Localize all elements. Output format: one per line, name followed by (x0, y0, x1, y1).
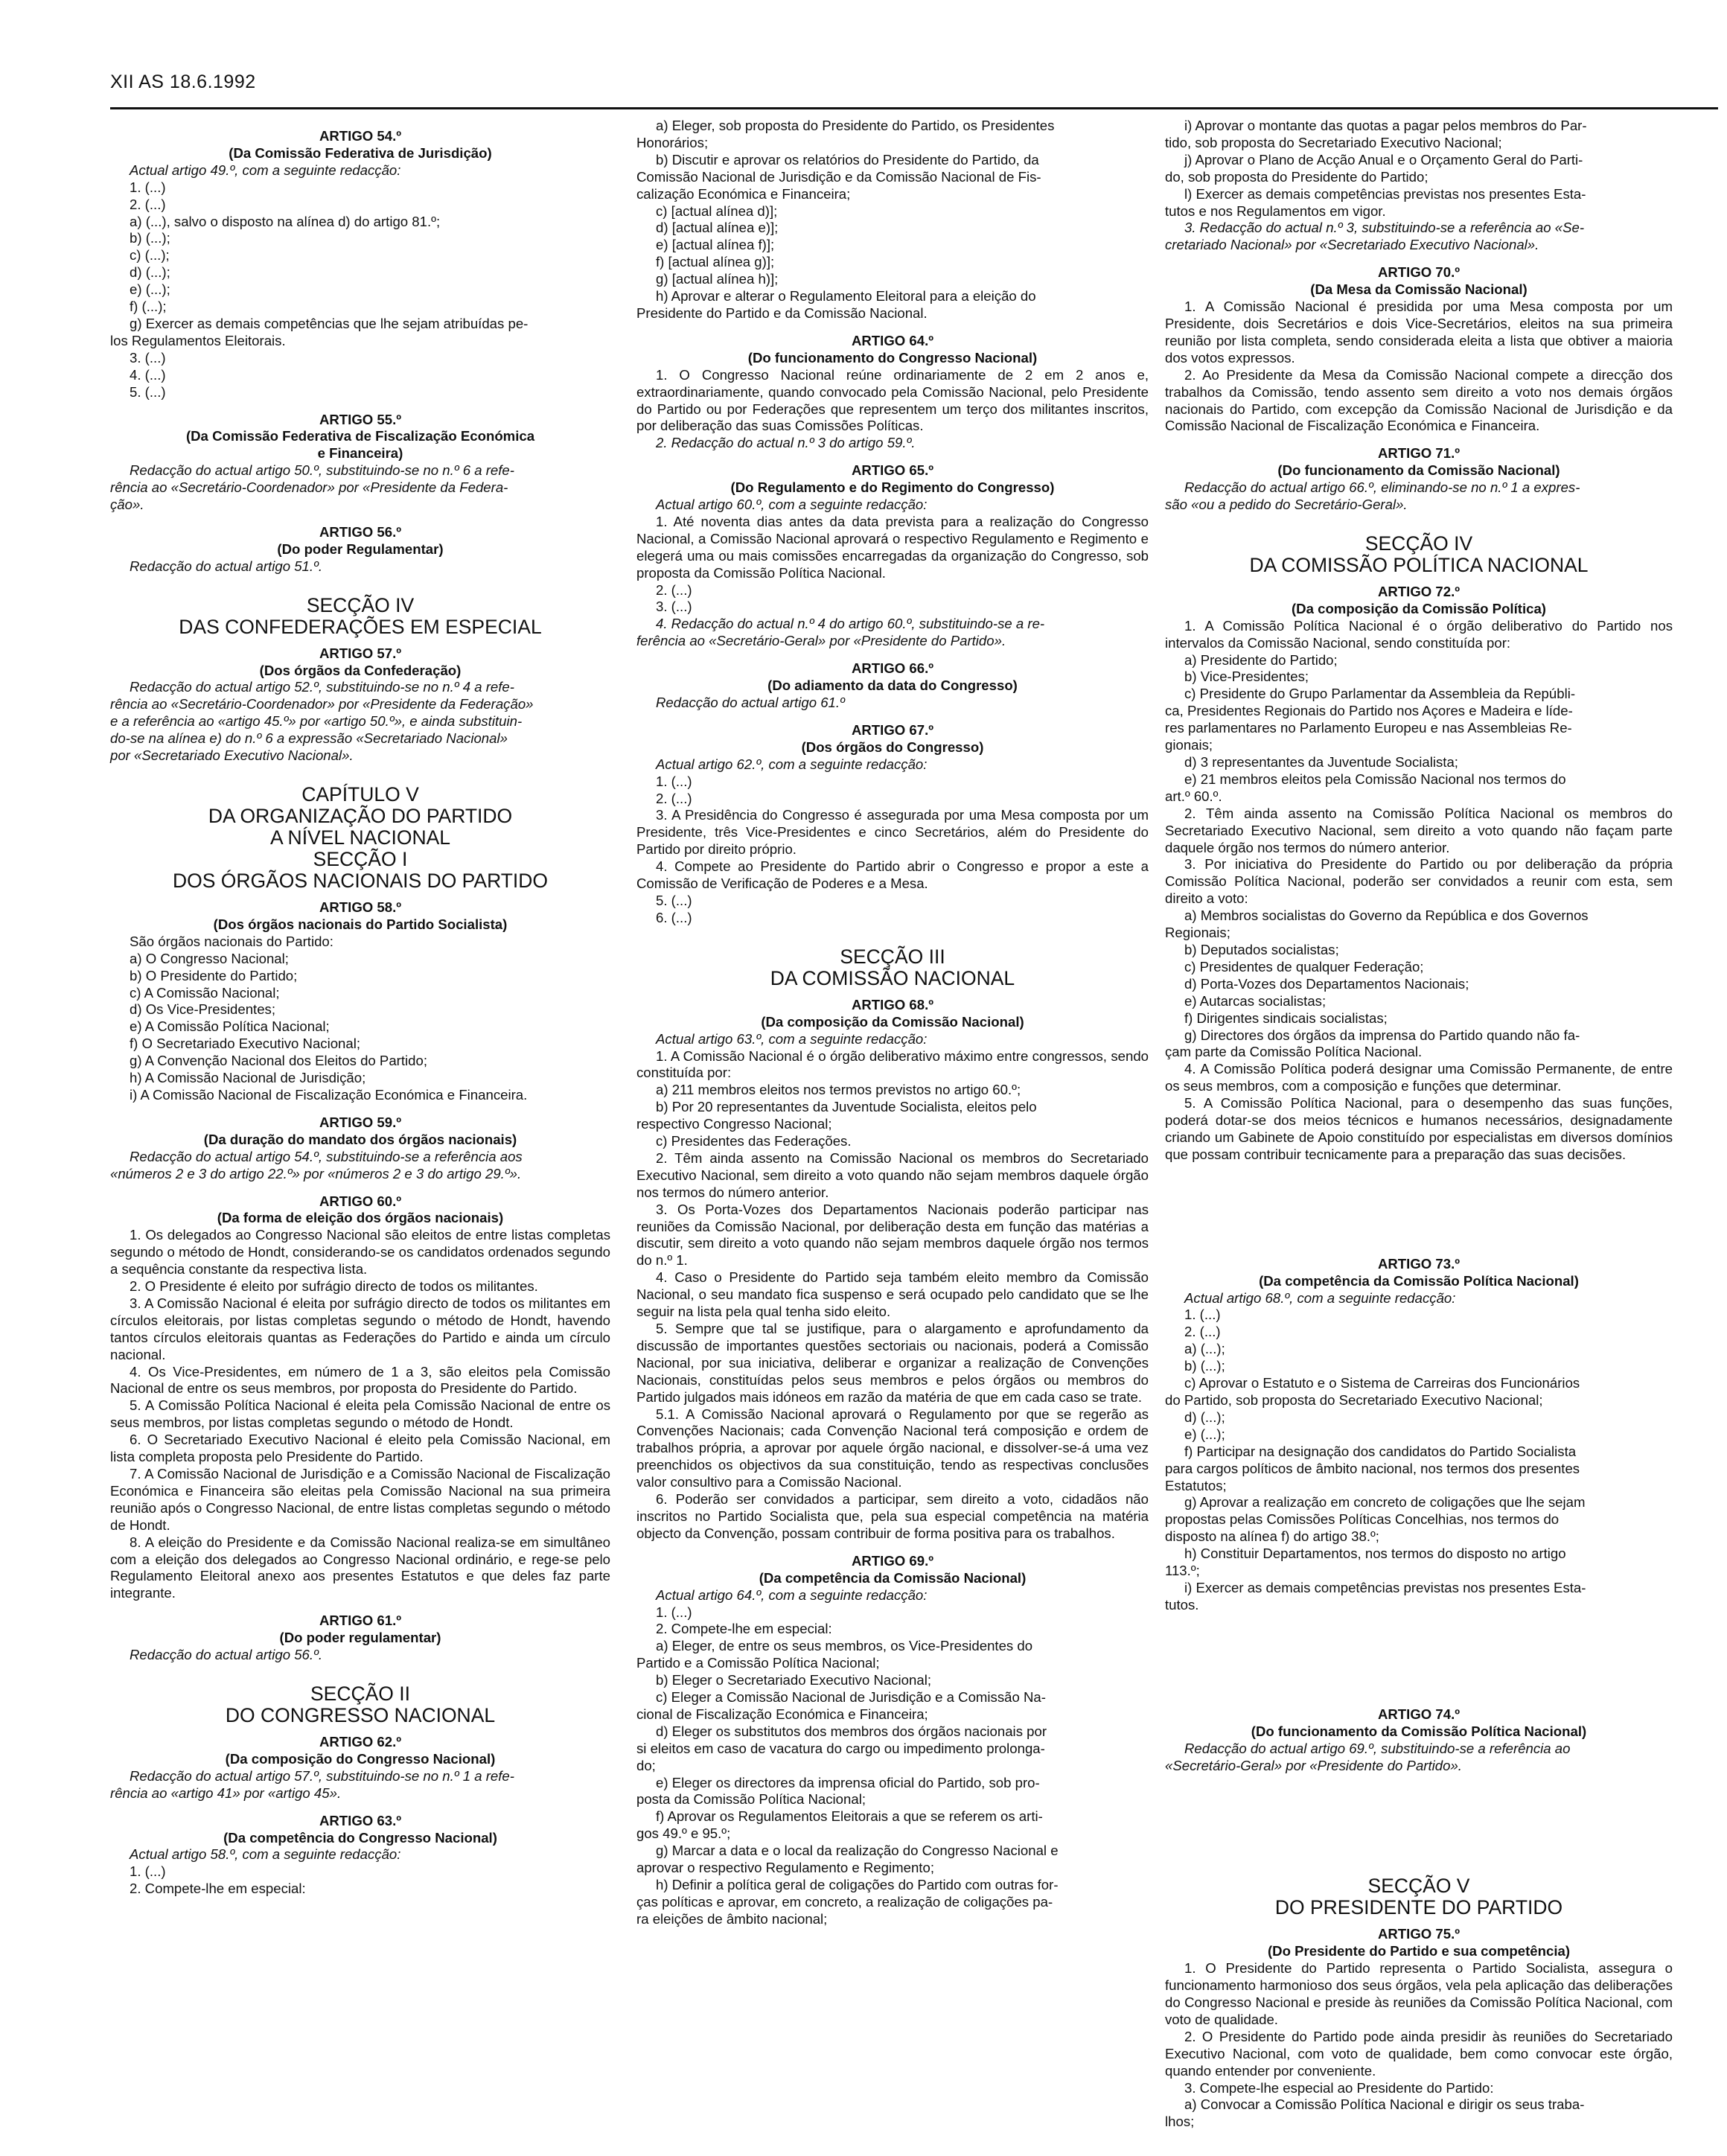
section-heading: SECÇÃO I (313, 848, 408, 870)
article-subtitle: (Da competência do Congresso Nacional) (223, 1829, 497, 1846)
list-item: 5. (...) (656, 892, 692, 908)
spacer (1165, 1164, 1673, 1246)
list-item: d) Porta-Vozes dos Departamentos Nacionais; (1184, 975, 1469, 992)
paragraph: 1. Os delegados ao Congresso Nacional são eleitos de entre listas completas segundo o método de Hondt, considerando-se os candidatos ordenados segundo a sequência constante da respectiva lista. (110, 1227, 610, 1278)
paragraph: 6. O Secretariado Executivo Nacional é eleito pela Comissão Nacional, em lista completa proposta pelo Presidente do Partido. (110, 1432, 610, 1465)
paragraph: 5. A Comissão Política Nacional é eleita pela Comissão Nacional de entre os seus membros, por listas completas segundo o método de Hondt. (110, 1397, 610, 1431)
list-item-cont: para cargos políticos de âmbito nacional, nos termos dos presentes (1165, 1460, 1580, 1476)
list-item: 4. (...) (130, 366, 166, 383)
list-item: 3. (...) (130, 349, 166, 366)
list-item-cont: Presidente do Partido e da Comissão Nacional. (636, 304, 928, 321)
amendment-note: Redacção do actual artigo 61.º (656, 695, 845, 710)
section-heading: A NÍVEL NACIONAL (269, 826, 451, 849)
paragraph: 1. A Comissão Nacional é presidida por uma Mesa composta por um Presidente, dois Secretários e dois Vice-Secretários, eleitos na sua primeira reunião por lista completa, sendo considerada eleita a lista que obtiver a maioria dos votos expressos. (1165, 299, 1673, 366)
list-item-cont: cional de Fiscalização Económica e Financeira; (636, 1706, 928, 1722)
paragraph: 3. A Comissão Nacional é eleita por sufrágio directo de todos os militantes em círculos eleitorais, por listas completas segundo o método de Hondt, havendo tantos círculos eleitorais quantas as Federações do Partido e ainda um círculo nacional. (110, 1295, 610, 1362)
paragraph: 5.1. A Comissão Nacional aprovará o Regulamento por que se regerão as Convenções Nacionais; cada Convenção Nacional terá composição e ordem de trabalhos própria, a aprovar por aquele órgão nacional, e dissolver-se-á uma vez preenchidos os objectivos da sua constituição, tendo as respectivas conclusões valor consultivo para a Comissão Nacional. (636, 1406, 1149, 1490)
article-subtitle: (Da composição do Congresso Nacional) (225, 1750, 496, 1767)
list-item: 3. (...) (656, 599, 692, 615)
article-number: ARTIGO 65.º (851, 462, 934, 479)
article-subtitle: e Financeira) (317, 445, 403, 462)
amendment-note: Redacção do actual artigo 51.º. (130, 558, 323, 574)
amendment-note: Actual artigo 49.º, com a seguinte redacção: (130, 162, 401, 178)
article-number: ARTIGO 57.º (319, 645, 402, 661)
column-2 (636, 118, 1149, 1928)
list-item: b) (...); (1184, 1358, 1225, 1374)
section-heading: CAPÍTULO V (301, 783, 419, 806)
article-subtitle: (Da duração do mandato dos órgãos nacionais) (203, 1131, 517, 1147)
list-item-cont: disposto na alínea f) do artigo 38.º; (1165, 1528, 1379, 1545)
list-item: b) O Presidente do Partido; (130, 967, 298, 983)
list-item: 2. (...) (1184, 1324, 1221, 1340)
list-item: f) Dirigentes sindicais socialistas; (1184, 1010, 1388, 1026)
article-number: ARTIGO 62.º (319, 1733, 402, 1750)
list-item-cont: Estatutos; (1165, 1477, 1227, 1493)
list-item-cont: aprovar o respectivo Regulamento e Regimento; (636, 1860, 934, 1876)
amendment-note: Actual artigo 62.º, com a seguinte redacção: (656, 756, 928, 772)
paragraph: 2. O Presidente é eleito por sufrágio directo de todos os militantes. (130, 1278, 538, 1295)
article-subtitle: (Do funcionamento do Congresso Nacional) (747, 349, 1038, 366)
amendment-note-cont: por «Secretariado Executivo Nacional». (110, 747, 354, 764)
list-item: j) Aprovar o Plano de Acção Anual e o Orçamento Geral do Parti- (1184, 151, 1583, 168)
spacer (1165, 1614, 1673, 1696)
article-subtitle: (Da composição da Comissão Política) (1291, 600, 1546, 616)
list-item: i) Aprovar o montante das quotas a pagar pelos membros do Par- (1184, 118, 1587, 133)
list-item-cont: Partido e a Comissão Política Nacional; (636, 1655, 880, 1671)
section-heading: SECÇÃO III (840, 945, 945, 968)
list-item: f) O Secretariado Executivo Nacional; (130, 1036, 361, 1052)
list-item-cont: ra eleições de âmbito nacional; (636, 1910, 828, 1927)
list-item-cont: gos 49.º e 95.º; (636, 1825, 731, 1842)
list-item-cont: tido, sob proposta do Secretariado Executivo Nacional; (1165, 134, 1502, 150)
list-item-cont: los Regulamentos Eleitorais. (110, 332, 286, 348)
list-item: c) [actual alínea d)]; (656, 202, 778, 219)
article-number: ARTIGO 54.º (319, 128, 402, 144)
article-number: ARTIGO 56.º (319, 523, 402, 540)
list-item: f) (...); (130, 299, 167, 315)
amendment-note-cont: ferência ao «Secretário-Geral» por «Presidente do Partido». (636, 633, 1006, 649)
list-item: d) 3 representantes da Juventude Socialista; (1184, 754, 1458, 770)
list-item: b) Deputados socialistas; (1184, 941, 1339, 957)
article-number: ARTIGO 72.º (1377, 583, 1461, 599)
list-item-cont: Comissão Nacional de Jurisdição e da Comissão Nacional de Fis- (636, 168, 1041, 185)
list-item: h) A Comissão Nacional de Jurisdição; (130, 1070, 366, 1086)
list-item: i) Exercer as demais competências previstas nos presentes Esta- (1184, 1579, 1586, 1595)
article-number: ARTIGO 60.º (319, 1193, 402, 1209)
list-item: f) Participar na designação dos candidatos do Partido Socialista (1184, 1443, 1577, 1459)
list-item: c) Eleger a Comissão Nacional de Jurisdição e a Comissão Na- (656, 1689, 1046, 1706)
article-subtitle: (Do adiamento da data do Congresso) (767, 677, 1018, 694)
list-item-cont: art.º 60.º. (1165, 788, 1222, 804)
article-number: ARTIGO 59.º (319, 1114, 402, 1130)
section-heading: DOS ÓRGÃOS NACIONAIS DO PARTIDO (172, 870, 549, 892)
section-heading: SECÇÃO II (310, 1682, 410, 1705)
article-number: ARTIGO 75.º (1377, 1926, 1461, 1942)
paragraph: 1. A Comissão Política Nacional é o órgão deliberativo do Partido nos intervalos da Comissão Nacional, sendo constituída por: (1165, 617, 1673, 651)
paragraph: 5. A Comissão Política Nacional, para o desempenho das suas funções, poderá dotar-se dos meios técnicos e humanos necessários, designadamente criando um Gabinete de Apoio constituído por especialistas em diversos domínios que possam contribuir tecnicamente para a preparação das suas decisões. (1165, 1095, 1673, 1162)
list-item: l) Exercer as demais competências previstas nos presentes Esta- (1184, 185, 1586, 202)
list-item: 1. (...) (656, 773, 692, 789)
article-subtitle: (Do funcionamento da Comissão Política Nacional) (1251, 1723, 1587, 1739)
section-heading: SECÇÃO IV (1364, 532, 1473, 555)
list-item-cont: tutos e nos Regulamentos em vigor. (1165, 202, 1386, 219)
page-header-text: XII AS 18.6.1992 (110, 71, 256, 92)
amendment-note: 2. Redacção do actual n.º 3 do artigo 59.º. (656, 435, 916, 451)
paragraph: 4. Compete ao Presidente do Partido abrir o Congresso e propor a este a Comissão de Verificação de Poderes e a Mesa. (636, 858, 1149, 892)
paragraph: 6. Poderão ser convidados a participar, sem direito a voto, cidadãos não inscritos no Partido Socialista que, pela sua especial competência na matéria objecto da Convenção, possam contribuir de forma positiva para os trabalhos. (636, 1491, 1149, 1541)
header-rule (110, 107, 1718, 109)
list-item: g) Exercer as demais competências que lhe sejam atribuídas pe- (130, 315, 529, 331)
paragraph: 2. Têm ainda assento na Comissão Política Nacional os membros do Secretariado Executivo Nacional, sem direito a voto quando não façam parte daquele órgão nos termos do número anterior. (1165, 805, 1673, 855)
amendment-note-cont: do-se na alínea e) do n.º 6 a expressão «Secretariado Nacional» (110, 730, 508, 747)
paragraph: 2. Têm ainda assento na Comissão Nacional os membros do Secretariado Executivo Nacional, sem direito a voto quando não sejam membros daquele órgão nos termos do número anterior. (636, 1149, 1149, 1200)
section-heading: DA COMISSÃO POLÍTICA NACIONAL (1249, 553, 1589, 576)
amendment-note-cont: rência ao «artigo 41» por «artigo 45». (110, 1785, 342, 1801)
section-heading: DO PRESIDENTE DO PARTIDO (1274, 1896, 1563, 1919)
amendment-note: Redacção do actual artigo 52.º, substituindo-se no n.º 4 a refe- (130, 679, 514, 695)
amendment-note: Actual artigo 58.º, com a seguinte redacção: (130, 1846, 401, 1863)
list-item-cont: çam parte da Comissão Política Nacional. (1165, 1044, 1423, 1060)
list-item-cont: lhos; (1165, 2114, 1195, 2130)
article-subtitle: (Da composição da Comissão Nacional) (761, 1013, 1024, 1030)
amendment-note: Actual artigo 63.º, com a seguinte redacção: (656, 1030, 928, 1047)
paragraph: 3. Os Porta-Vozes dos Departamentos Nacionais poderão participar nas reuniões da Comissão Nacional, por deliberação desta em função das matérias a discutir, sem direito a voto quando não sejam membros daquele órgão nos termos do n.º 1. (636, 1201, 1149, 1269)
spacer (1165, 1774, 1673, 1856)
article-number: ARTIGO 69.º (851, 1552, 934, 1569)
article-subtitle: (Da Comissão Federativa de Jurisdição) (229, 144, 492, 161)
article-number: ARTIGO 58.º (319, 899, 402, 915)
list-item-cont: respectivo Congresso Nacional; (636, 1116, 832, 1132)
paragraph: 4. Os Vice-Presidentes, em número de 1 a 3, são eleitos pela Comissão Nacional de entre os seus membros, por proposta do Presidente do Partido. (110, 1363, 610, 1397)
column-3 (1165, 118, 1673, 2131)
amendment-note-cont: ção». (110, 497, 144, 513)
list-item: a) (...); (1184, 1341, 1225, 1357)
section-heading: DO CONGRESSO NACIONAL (225, 1703, 496, 1726)
list-item-cont: 113.º; (1165, 1563, 1200, 1579)
list-item: g) A Convenção Nacional dos Eleitos do Partido; (130, 1053, 428, 1069)
amendment-note-cont: «Secretário-Geral» por «Presidente do Partido». (1165, 1757, 1462, 1773)
list-item: c) Aprovar o Estatuto e o Sistema de Carreiras dos Funcionários (1184, 1375, 1580, 1391)
list-item: a) O Congresso Nacional; (130, 950, 289, 966)
article-subtitle: (Do poder regulamentar) (279, 1630, 441, 1646)
article-subtitle: (Dos órgãos do Congresso) (801, 739, 984, 755)
section-heading: SECÇÃO IV (306, 593, 415, 616)
amendment-note: Redacção do actual artigo 56.º. (130, 1647, 323, 1663)
article-subtitle: (Da Mesa da Comissão Nacional) (1310, 281, 1528, 298)
list-item-cont: ças políticas e aprovar, em concreto, a realização de coligações pa- (636, 1893, 1053, 1910)
article-number: ARTIGO 67.º (851, 721, 934, 738)
list-item-cont: do, sob proposta do Presidente do Partido; (1165, 168, 1428, 185)
list-item: a) Convocar a Comissão Política Nacional e dirigir os seus traba- (1184, 2096, 1585, 2113)
list-item-cont: do; (636, 1757, 656, 1773)
amendment-note: Actual artigo 64.º, com a seguinte redacção: (656, 1586, 928, 1603)
amendment-note: Actual artigo 60.º, com a seguinte redacção: (656, 497, 928, 513)
list-item: d) Eleger os substitutos dos membros dos órgãos nacionais por (656, 1723, 1047, 1739)
list-item: g) Directores dos órgãos da imprensa do Partido quando não fa- (1184, 1027, 1580, 1043)
paragraph: 1. O Presidente do Partido representa o Partido Socialista, assegura o funcionamento harmonioso dos seus órgãos, vela pela aplicação das deliberações do Congresso Nacional e preside às reuniões da Comissão Política Nacional, com voto de qualidade. (1165, 1960, 1673, 2027)
amendment-note: Redacção do actual artigo 69.º, substituindo-se a referência ao (1184, 1740, 1571, 1756)
article-subtitle: (Do funcionamento da Comissão Nacional) (1277, 462, 1560, 479)
list-item: e) 21 membros eleitos pela Comissão Nacional nos termos do (1184, 771, 1566, 787)
list-item: 1. (...) (130, 179, 166, 195)
article-subtitle: (Dos órgãos da Confederação) (259, 662, 462, 678)
amendment-note-cont: rência ao «Secretário-Coordenador» por «Presidente da Federa- (110, 479, 508, 496)
paragraph: 1. O Congresso Nacional reúne ordinariamente de 2 em 2 anos e, extraordinariamente, quando convocado pela Comissão Nacional, pelo Presidente do Partido ou por Federações que representem um terço dos militantes inscritos, por deliberação das suas Comissões Políticas. (636, 366, 1149, 434)
article-number: ARTIGO 61.º (319, 1613, 402, 1629)
amendment-note-cont: rência ao «Secretário-Coordenador» por «Presidente da Federação» (110, 696, 534, 712)
list-item: c) Presidentes de qualquer Federação; (1184, 958, 1424, 975)
list-item: a) Membros socialistas do Governo da República e dos Governos (1184, 908, 1589, 924)
list-item-cont: propostas pelas Comissões Políticas Concelhias, nos termos do (1165, 1511, 1560, 1528)
amendment-note: 4. Redacção do actual n.º 4 do artigo 60.º, substituindo-se a re- (656, 616, 1045, 632)
paragraph: 5. Sempre que tal se justifique, para o alargamento e aprofundamento da discussão de importantes questões sectoriais ou nacionais, poderá a Comissão Nacional, por sua iniciativa, deliberar e organizar a realização de Convenções Nacionais, constituídas pelos seus membros e pelos órgãos ou membros do Partido julgados mais idóneos em razão da matéria de que em cada caso se trate. (636, 1321, 1149, 1405)
article-subtitle: (Dos órgãos nacionais do Partido Socialista) (213, 916, 508, 932)
list-item-cont: si eleitos em caso de vacatura do cargo ou impedimento prolonga- (636, 1740, 1045, 1756)
paragraph: 3. Por iniciativa do Presidente do Partido ou por deliberação da própria Comissão Política Nacional, poderão ser convidados a reunir com esta, sem direito a voto: (1165, 856, 1673, 907)
list-item-cont: calização Económica e Financeira; (636, 185, 851, 202)
article-number: ARTIGO 70.º (1377, 264, 1461, 281)
list-item: e) [actual alínea f)]; (656, 237, 775, 253)
list-item: 1. (...) (130, 1863, 166, 1880)
list-item: d) Os Vice-Presidentes; (130, 1001, 276, 1018)
article-number: ARTIGO 66.º (851, 660, 934, 677)
amendment-note: 3. Redacção do actual n.º 3, substituindo-se a referência ao «Se- (1184, 220, 1585, 236)
list-item: b) Discutir e aprovar os relatórios do Presidente do Partido, da (656, 151, 1039, 168)
paragraph: 8. A eleição do Presidente e da Comissão Nacional realiza-se em simultâneo com a eleição dos delegados ao Congresso Nacional ordinário, e rege-se pelo Regulamento Eleitoral anexo aos presentes Estatutos e que deles faz parte integrante. (110, 1534, 610, 1601)
paragraph: 1. Até noventa dias antes da data prevista para a realização do Congresso Nacional, a Comissão Nacional aprovará o respectivo Regulamento e Regimento e elegerá uma ou mais comissões encarregadas da organização do Congresso, sob proposta da Comissão Política Nacional. (636, 513, 1149, 581)
list-item: g) Marcar a data e o local da realização do Congresso Nacional e (656, 1843, 1059, 1859)
list-item-cont: do Partido, sob proposta do Secretariado Executivo Nacional; (1165, 1392, 1543, 1408)
list-item: e) (...); (1184, 1426, 1225, 1442)
paragraph: 4. A Comissão Política poderá designar uma Comissão Permanente, de entre os seus membros, com a composição e funções que determinar. (1165, 1061, 1673, 1094)
article-subtitle: (Do Regulamento e do Regimento do Congresso) (730, 479, 1055, 496)
paragraph: 2. Ao Presidente da Mesa da Comissão Nacional compete a direcção dos trabalhos da Comissão, tendo assento sem direito a voto nos demais órgãos nacionais do Partido, com excepção da Comissão Nacional de Jurisdição e da Comissão Nacional de Fiscalização Económica e Financeira. (1165, 366, 1673, 434)
article-number: ARTIGO 63.º (319, 1812, 402, 1828)
list-item: c) Presidentes das Federações. (656, 1133, 852, 1149)
list-item: c) A Comissão Nacional; (130, 984, 280, 1001)
list-item: 2. (...) (130, 196, 166, 212)
paragraph: 7. A Comissão Nacional de Jurisdição e a Comissão Nacional de Fiscalização Económica e Financeira são eleitas pela Comissão Nacional na sua primeira reunião após o Congresso Nacional, de entre listas completas segundo o método de Hondt. (110, 1466, 610, 1533)
list-item: e) A Comissão Política Nacional; (130, 1018, 330, 1035)
list-item: a) Presidente do Partido; (1184, 651, 1338, 668)
list-item: e) Autarcas socialistas; (1184, 992, 1327, 1009)
amendment-note: Redacção do actual artigo 66.º, eliminando-se no n.º 1 a expres- (1184, 479, 1580, 496)
list-item: a) (...), salvo o disposto na alínea d) do artigo 81.º; (130, 213, 441, 229)
list-item: 6. (...) (656, 909, 692, 925)
section-heading: DA ORGANIZAÇÃO DO PARTIDO (208, 805, 513, 827)
article-subtitle: (Da Comissão Federativa de Fiscalização Económica (185, 428, 535, 444)
list-item: b) Eleger o Secretariado Executivo Nacional; (656, 1672, 932, 1688)
article-subtitle: (Do Presidente do Partido e sua competência) (1267, 1943, 1571, 1959)
list-item: f) [actual alínea g)]; (656, 254, 775, 270)
article-number: ARTIGO 74.º (1377, 1706, 1461, 1722)
list-item: e) Eleger os directores da imprensa oficial do Partido, sob pro- (656, 1774, 1040, 1790)
paragraph: 1. A Comissão Nacional é o órgão deliberativo máximo entre congressos, sendo constituída por: (636, 1047, 1149, 1081)
list-item: 2. Compete-lhe em especial: (656, 1621, 832, 1637)
list-item: b) Vice-Presidentes; (1184, 669, 1309, 685)
article-number: ARTIGO 64.º (851, 332, 934, 348)
section-heading: SECÇÃO V (1367, 1875, 1470, 1898)
list-item-cont: posta da Comissão Política Nacional; (636, 1791, 866, 1808)
section-heading: DAS CONFEDERAÇÕES EM ESPECIAL (179, 615, 542, 638)
list-item: h) Constituir Departamentos, nos termos do disposto no artigo (1184, 1546, 1566, 1562)
list-item: g) Aprovar a realização em concreto de coligações que lhe sejam (1184, 1494, 1586, 1511)
amendment-note: Redacção do actual artigo 57.º, substituindo-se no n.º 1 a refe- (130, 1767, 514, 1784)
list-item: 1. (...) (1184, 1307, 1221, 1323)
list-item: b) (...); (130, 230, 170, 246)
amendment-note-cont: e a referência ao «artigo 45.º» por «artigo 50.º», e ainda substituin- (110, 713, 523, 730)
list-item: 2. (...) (656, 581, 692, 598)
list-item: f) Aprovar os Regulamentos Eleitorais a que se referem os arti- (656, 1808, 1043, 1825)
list-item-cont: gionais; (1165, 737, 1213, 753)
section-heading: DA COMISSÃO NACIONAL (770, 966, 1015, 989)
list-item: g) [actual alínea h)]; (656, 271, 779, 287)
paragraph: 2. O Presidente do Partido pode ainda presidir às reuniões do Secretariado Executivo Nacional, com voto de qualidade, bem como convocar este órgão, quando entender por conveniente. (1165, 2028, 1673, 2079)
list-item: h) Aprovar e alterar o Regulamento Eleitoral para a eleição do (656, 288, 1036, 304)
list-item: a) Eleger, de entre os seus membros, os Vice-Presidentes do (656, 1638, 1033, 1654)
list-item: i) A Comissão Nacional de Fiscalização Económica e Financeira. (130, 1086, 528, 1103)
list-item: 2. (...) (656, 790, 692, 806)
article-subtitle: (Da competência da Comissão Política Nacional) (1259, 1272, 1579, 1289)
list-item: d) (...); (1184, 1409, 1225, 1425)
amendment-note: Redacção do actual artigo 50.º, substituindo-se no n.º 6 a refe- (130, 462, 514, 479)
amendment-note: Actual artigo 68.º, com a seguinte redacção: (1184, 1289, 1456, 1306)
article-number: ARTIGO 73.º (1377, 1255, 1461, 1272)
list-item-cont: ca, Presidentes Regionais do Partido nos Açores e Madeira e líde- (1165, 703, 1573, 719)
article-subtitle: (Do poder Regulamentar) (277, 540, 444, 557)
paragraph: 4. Caso o Presidente do Partido seja também eleito membro da Comissão Nacional, o seu mandato fica suspenso e será ocupado pelo candidato que se lhe seguir na lista pela qual tenha sido eleito. (636, 1269, 1149, 1320)
list-item: 2. Compete-lhe em especial: (130, 1881, 306, 1897)
article-number: ARTIGO 71.º (1377, 445, 1461, 462)
list-item: a) Eleger, sob proposta do Presidente do Partido, os Presidentes (656, 118, 1055, 133)
list-item: c) (...); (130, 247, 170, 264)
article-number: ARTIGO 55.º (319, 411, 402, 427)
article-subtitle: (Da competência da Comissão Nacional) (759, 1569, 1027, 1586)
list-item: 1. (...) (656, 1604, 692, 1620)
list-item-cont: Regionais; (1165, 925, 1230, 941)
list-item: a) 211 membros eleitos nos termos previstos no artigo 60.º; (656, 1082, 1021, 1098)
list-item-cont: tutos. (1165, 1596, 1199, 1613)
page-header (110, 68, 1727, 112)
list-item: d) [actual alínea e)]; (656, 220, 779, 236)
list-item: e) (...); (130, 281, 170, 298)
list-item: b) Por 20 representantes da Juventude Socialista, eleitos pelo (656, 1099, 1037, 1115)
amendment-note-cont: «números 2 e 3 do artigo 22.º» por «números 2 e 3 do artigo 29.º». (110, 1165, 522, 1181)
list-item-cont: Honorários; (636, 134, 709, 150)
list-item: São órgãos nacionais do Partido: (130, 933, 333, 949)
article-number: ARTIGO 68.º (851, 996, 934, 1012)
paragraph: 3. A Presidência do Congresso é assegurada por uma Mesa composta por um Presidente, três Vice-Presidentes e cinco Secretários, além do Presidente do Partido por direito próprio. (636, 807, 1149, 858)
list-item: c) Presidente do Grupo Parlamentar da Assembleia da Repúbli- (1184, 686, 1576, 702)
column-1 (110, 118, 610, 1898)
list-item: 5. (...) (130, 383, 166, 400)
list-item: d) (...); (130, 264, 170, 281)
amendment-note: Redacção do actual artigo 54.º, substituindo-se a referência aos (130, 1148, 523, 1164)
amendment-note-cont: cretariado Nacional» por «Secretariado Executivo Nacional». (1165, 237, 1539, 253)
paragraph: 3. Compete-lhe especial ao Presidente do Partido: (1184, 2079, 1494, 2096)
list-item-cont: res parlamentares no Parlamento Europeu e nas Assembleias Re- (1165, 720, 1572, 736)
amendment-note-cont: são «ou a pedido do Secretário-Geral». (1165, 497, 1408, 513)
article-subtitle: (Da forma de eleição dos órgãos nacionais) (217, 1210, 504, 1226)
list-item: h) Definir a política geral de coligações do Partido com outras for- (656, 1877, 1059, 1892)
